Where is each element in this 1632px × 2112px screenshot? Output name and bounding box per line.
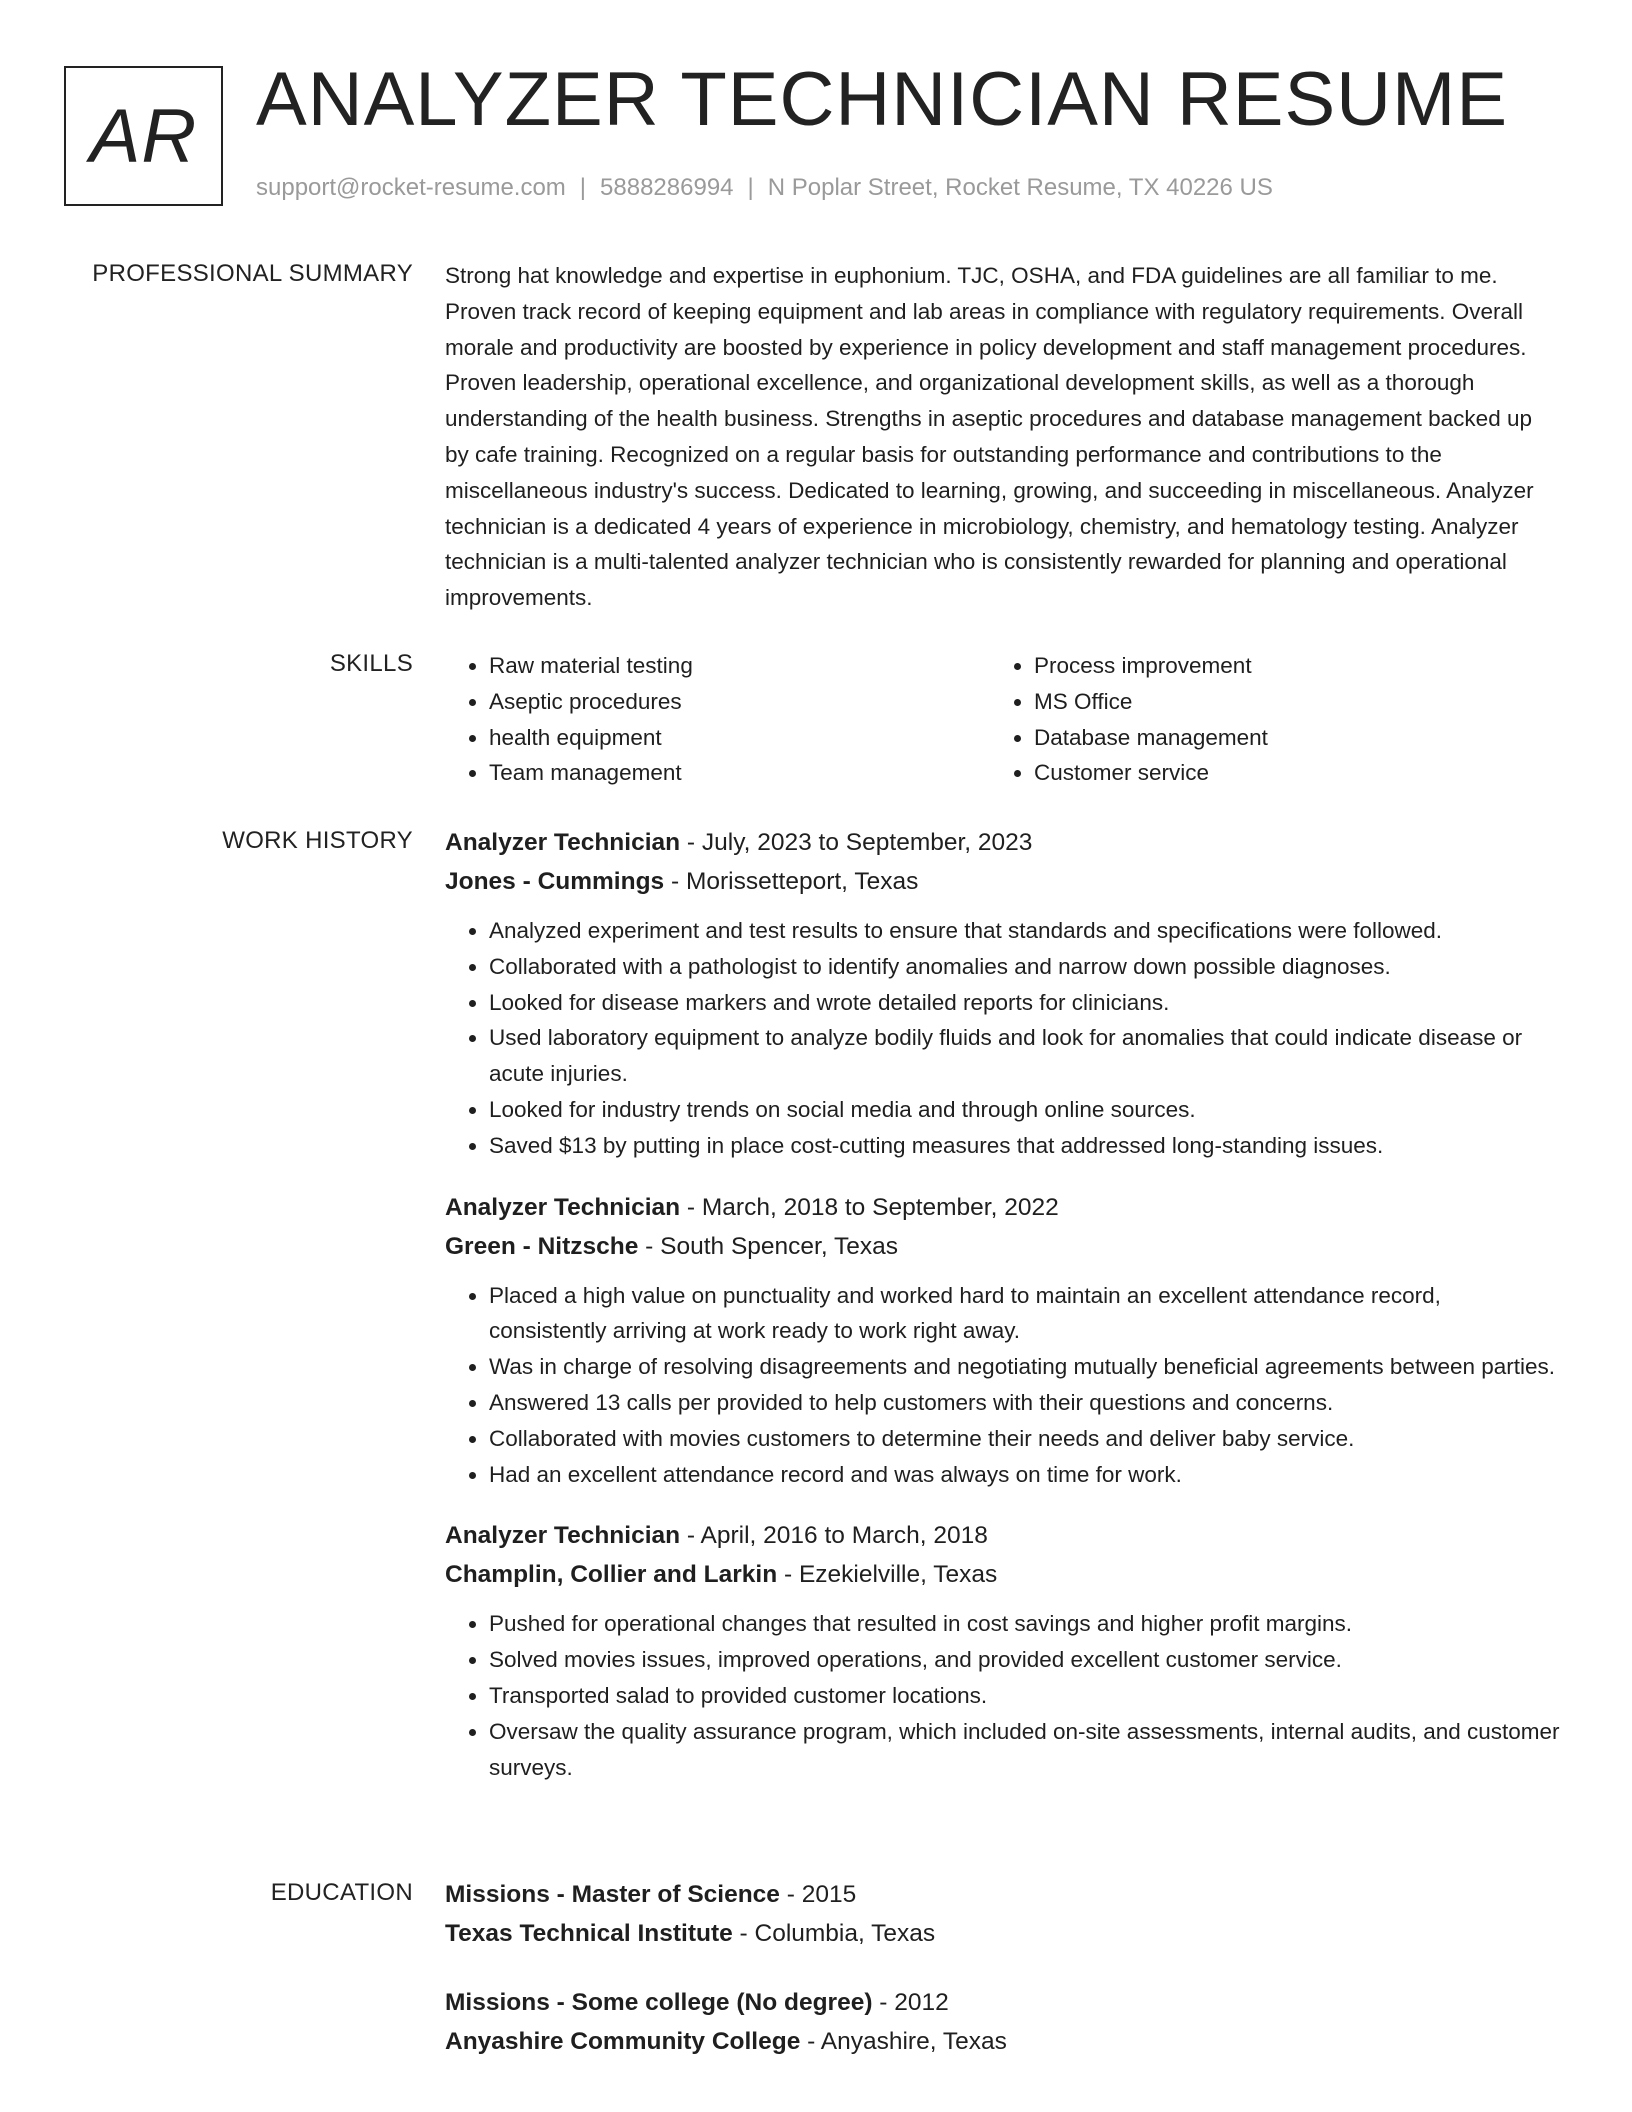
contact-email: support@rocket-resume.com xyxy=(256,174,566,201)
job-bullet: • Pushed for operational changes that resulted in cost savings and higher profit margins. xyxy=(489,1606,1560,1642)
job-bullet: • Solved movies issues, improved operations, and provided excellent customer service. xyxy=(489,1642,1560,1678)
skill-item: • MS Office xyxy=(1034,684,1535,720)
job-bullet: • Was in charge of resolving disagreements and negotiating mutually beneficial agreements between parties. xyxy=(489,1349,1560,1385)
job-company: Champlin, Collier and Larkin xyxy=(445,1561,778,1589)
job-bullet: • Oversaw the quality assurance program, which included on-site assessments, internal audits, and customer surveys. xyxy=(489,1714,1560,1786)
education-entry xyxy=(445,1983,1560,2061)
job-bullet: • Collaborated with movies customers to determine their needs and deliver baby service. xyxy=(489,1421,1560,1457)
summary-text: Strong hat knowledge and expertise in euphonium. TJC, OSHA, and FDA guidelines are all familiar to me. Proven track record of keeping equipment and lab areas in compliance with regulatory requirements. Overall morale and productivity are boosted by experience in policy development and staff management procedures. Proven leadership, operational excellence, and organizational development skills, as well as a thorough understanding of the health business. Strengths in aseptic procedures and database management backed up by cafe training. Recognized on a regular basis for outstanding performance and contributions to the miscellaneous industry's success. Dedicated to learning, growing, and succeeding in miscellaneous. Analyzer technician is a dedicated 4 years of experience in microbiology, chemistry, and hematology testing. Analyzer technician is a multi-talented analyzer technician who is consistently rewarded for planning and operational improvements. xyxy=(445,263,1534,611)
contact-separator: | xyxy=(579,174,587,201)
job-bullets xyxy=(445,1606,1560,1785)
job-dates: - July, 2023 to September, 2023 xyxy=(680,829,1033,856)
job-bullet: • Analyzed experiment and test results to ensure that standards and specifications were followed. xyxy=(489,913,1560,949)
education-heading: EDUCATION xyxy=(270,1879,413,1906)
monogram-logo: AR xyxy=(64,66,223,206)
job-title-line xyxy=(445,1516,1560,1555)
job-company-line xyxy=(445,1555,1560,1594)
resume-title: ANALYZER TECHNICIAN RESUME xyxy=(256,57,1509,142)
education-degree: Missions - Master of Science xyxy=(445,1881,780,1908)
job-company-line xyxy=(445,1227,1560,1266)
job-bullet: • Answered 13 calls per provided to help customers with their questions and concerns. xyxy=(489,1385,1560,1421)
job-bullet: • Transported salad to provided customer locations. xyxy=(489,1678,1560,1714)
education-location: - Columbia, Texas xyxy=(732,1920,936,1947)
job-bullet: • Looked for disease markers and wrote detailed reports for clinicians. xyxy=(489,985,1560,1021)
job-location: - South Spencer, Texas xyxy=(638,1232,899,1260)
skill-item: • Team management xyxy=(489,755,990,791)
education-school-line xyxy=(445,2022,1560,2061)
skill-item: • Database management xyxy=(1034,720,1535,756)
job-location: - Morissetteport, Texas xyxy=(664,868,919,895)
job-dates: - March, 2018 to September, 2022 xyxy=(680,1193,1059,1221)
job-entry xyxy=(445,823,1560,1164)
education-degree-line xyxy=(445,1875,1560,1914)
job-title-line xyxy=(445,1188,1560,1227)
education-body xyxy=(445,1875,1560,2091)
job-bullets xyxy=(445,913,1560,1164)
education-degree-line xyxy=(445,1983,1560,2022)
job-entry xyxy=(445,1516,1560,1785)
summary-heading: PROFESSIONAL SUMMARY xyxy=(92,260,413,287)
job-bullet: • Saved $13 by putting in place cost-cutting measures that addressed long-standing issues. xyxy=(489,1128,1560,1164)
job-bullet: • Collaborated with a pathologist to identify anomalies and narrow down possible diagnoses. xyxy=(489,949,1560,985)
job-title: Analyzer Technician xyxy=(445,1193,681,1221)
skills-list-left xyxy=(445,648,990,791)
skill-item: • Customer service xyxy=(1034,755,1535,791)
education-entry xyxy=(445,1875,1560,1953)
job-company-line xyxy=(445,862,1560,901)
job-bullets xyxy=(445,1278,1560,1493)
job-company: Jones - Cummings xyxy=(445,868,665,895)
summary-body xyxy=(445,258,1560,616)
job-location: - Ezekielville, Texas xyxy=(777,1561,998,1589)
job-bullet: • Placed a high value on punctuality and worked hard to maintain an excellent attendance record, consistently arriving at work ready to work right away. xyxy=(489,1278,1560,1350)
job-dates: - April, 2016 to March, 2018 xyxy=(680,1522,988,1550)
skills-heading: SKILLS xyxy=(329,650,413,677)
education-year: - 2015 xyxy=(779,1881,857,1908)
skill-item: • Aseptic procedures xyxy=(489,684,990,720)
job-title-line xyxy=(445,823,1560,862)
skills-body xyxy=(445,648,1560,791)
job-title: Analyzer Technician xyxy=(445,1522,681,1550)
job-bullet: • Had an excellent attendance record and was always on time for work. xyxy=(489,1457,1560,1493)
education-school: Texas Technical Institute xyxy=(445,1920,733,1947)
contact-phone: 5888286994 xyxy=(600,174,734,201)
education-school: Anyashire Community College xyxy=(445,2028,801,2055)
skill-item: • Raw material testing xyxy=(489,648,990,684)
job-company: Green - Nitzsche xyxy=(445,1232,639,1260)
education-degree: Missions - Some college (No degree) xyxy=(445,1989,873,2016)
job-entry xyxy=(445,1188,1560,1493)
contact-address: N Poplar Street, Rocket Resume, TX 40226 US xyxy=(767,174,1273,201)
skills-list-right xyxy=(990,648,1535,791)
work-history-heading: WORK HISTORY xyxy=(222,827,413,854)
contact-separator: | xyxy=(747,174,754,201)
skill-item: • Process improvement xyxy=(1034,648,1535,684)
education-year: - 2012 xyxy=(872,1989,949,2016)
education-location: - Anyashire, Texas xyxy=(800,2028,1007,2055)
job-bullet: • Looked for industry trends on social media and through online sources. xyxy=(489,1092,1560,1128)
education-school-line xyxy=(445,1914,1560,1953)
job-title: Analyzer Technician xyxy=(445,829,681,856)
work-history-body xyxy=(445,823,1560,1809)
job-bullet: • Used laboratory equipment to analyze bodily fluids and look for anomalies that could indicate disease or acute injuries. xyxy=(489,1020,1560,1092)
skill-item: • health equipment xyxy=(489,720,990,756)
contact-line xyxy=(256,174,1273,202)
